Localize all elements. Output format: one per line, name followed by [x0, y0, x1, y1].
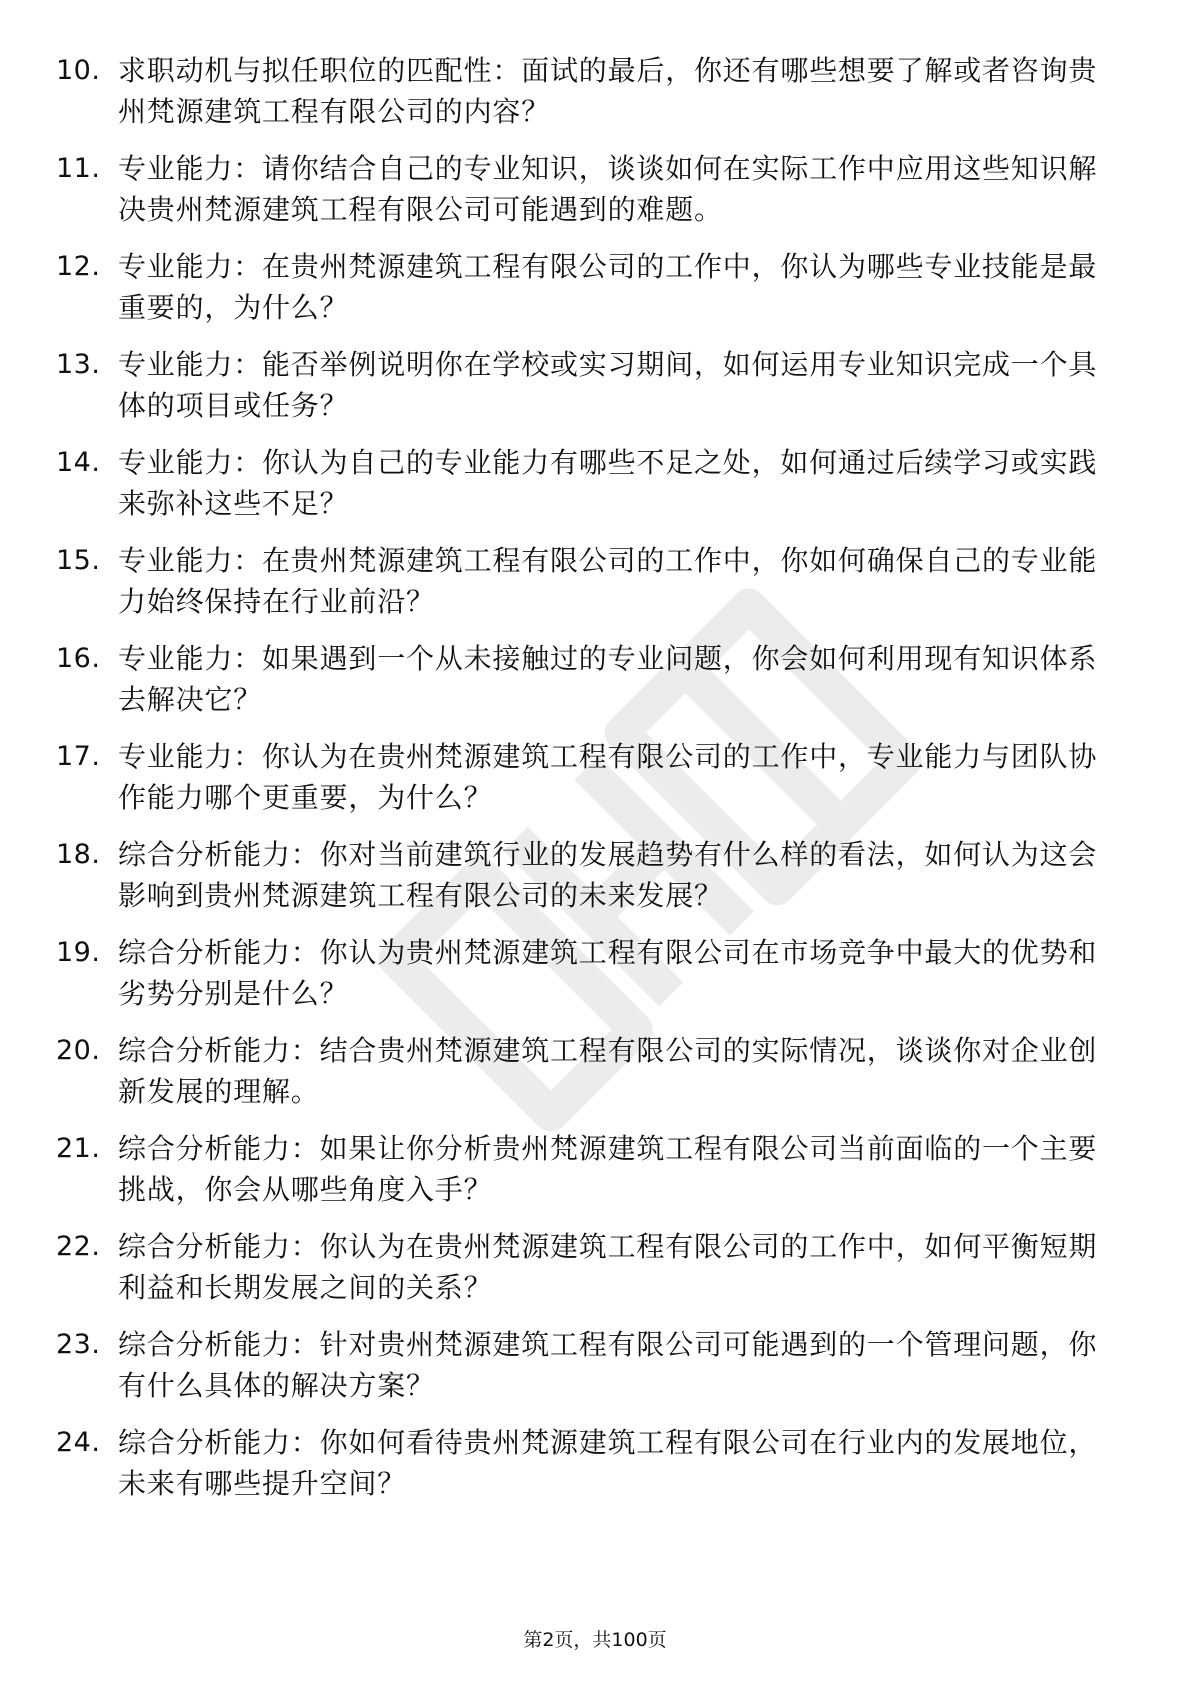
question-text: 专业能力：在贵州梵源建筑工程有限公司的工作中，你如何确保自己的专业能力始终保持在行业前沿？ — [118, 544, 1098, 618]
question-item — [56, 638, 1116, 736]
question-item — [56, 932, 1116, 1030]
question-text: 专业能力：在贵州梵源建筑工程有限公司的工作中，你认为哪些专业技能是最重要的，为什么？ — [118, 250, 1098, 324]
question-item — [56, 1030, 1116, 1128]
question-number: 12. — [56, 251, 101, 282]
question-text: 综合分析能力：针对贵州梵源建筑工程有限公司可能遇到的一个管理问题，你有什么具体的解决方案？ — [118, 1328, 1098, 1402]
question-number: 24. — [56, 1427, 101, 1458]
question-item — [56, 148, 1116, 246]
question-item — [56, 50, 1116, 148]
question-number: 16. — [56, 643, 101, 674]
question-item — [56, 736, 1116, 834]
question-text: 综合分析能力：你对当前建筑行业的发展趋势有什么样的看法，如何认为这会影响到贵州梵源建筑工程有限公司的未来发展？ — [118, 838, 1098, 912]
question-text: 求职动机与拟任职位的匹配性：面试的最后，你还有哪些想要了解或者咨询贵州梵源建筑工程有限公司的内容？ — [118, 54, 1098, 128]
question-number: 22. — [56, 1231, 101, 1262]
question-text: 综合分析能力：你认为贵州梵源建筑工程有限公司在市场竞争中最大的优势和劣势分别是什么？ — [118, 936, 1098, 1010]
question-item — [56, 1128, 1116, 1226]
question-text: 综合分析能力：你如何看待贵州梵源建筑工程有限公司在行业内的发展地位，未来有哪些提升空间？ — [118, 1426, 1098, 1500]
question-item — [56, 246, 1116, 344]
question-number: 21. — [56, 1133, 101, 1164]
question-number: 10. — [56, 55, 101, 86]
question-number: 23. — [56, 1329, 101, 1360]
question-item — [56, 1422, 1116, 1520]
question-text: 专业能力：能否举例说明你在学校或实习期间，如何运用专业知识完成一个具体的项目或任务？ — [118, 348, 1098, 422]
question-number: 13. — [56, 349, 101, 380]
question-item — [56, 834, 1116, 932]
question-number: 18. — [56, 839, 101, 870]
question-number: 20. — [56, 1035, 101, 1066]
question-text: 综合分析能力：结合贵州梵源建筑工程有限公司的实际情况，谈谈你对企业创新发展的理解。 — [118, 1034, 1098, 1108]
question-item — [56, 442, 1116, 540]
question-text: 综合分析能力：你认为在贵州梵源建筑工程有限公司的工作中，如何平衡短期利益和长期发展之间的关系？ — [118, 1230, 1098, 1304]
question-list — [56, 50, 1116, 1520]
question-number: 17. — [56, 741, 101, 772]
question-text: 专业能力：你认为自己的专业能力有哪些不足之处，如何通过后续学习或实践来弥补这些不足？ — [118, 446, 1098, 520]
question-text: 专业能力：请你结合自己的专业知识，谈谈如何在实际工作中应用这些知识解决贵州梵源建筑工程有限公司可能遇到的难题。 — [118, 152, 1098, 226]
question-item — [56, 540, 1116, 638]
question-text: 专业能力：你认为在贵州梵源建筑工程有限公司的工作中，专业能力与团队协作能力哪个更重要，为什么？ — [118, 740, 1098, 814]
question-number: 11. — [56, 153, 101, 184]
page-footer: 第2页，共100页 — [523, 1629, 667, 1651]
question-number: 19. — [56, 937, 101, 968]
question-item — [56, 1324, 1116, 1422]
question-number: 15. — [56, 545, 101, 576]
question-text: 综合分析能力：如果让你分析贵州梵源建筑工程有限公司当前面临的一个主要挑战，你会从哪些角度入手？ — [118, 1132, 1098, 1206]
question-text: 专业能力：如果遇到一个从未接触过的专业问题，你会如何利用现有知识体系去解决它？ — [118, 642, 1098, 716]
question-number: 14. — [56, 447, 101, 478]
question-item — [56, 344, 1116, 442]
question-item — [56, 1226, 1116, 1324]
